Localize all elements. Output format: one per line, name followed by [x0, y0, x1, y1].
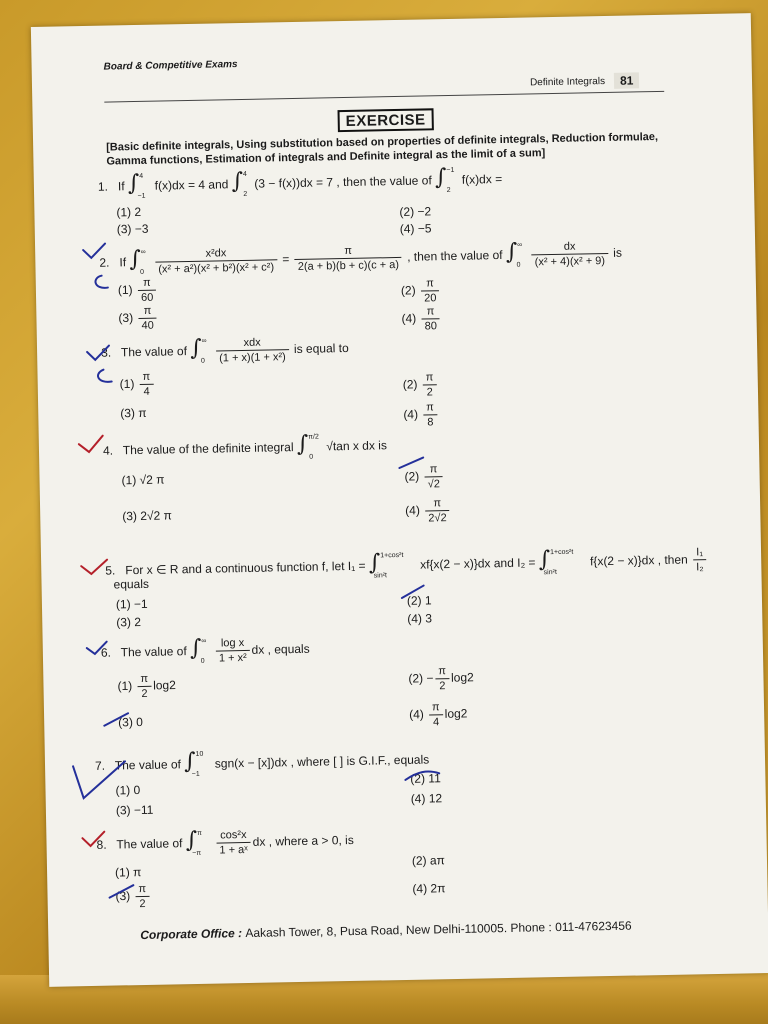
q6-tick-mark	[87, 642, 107, 654]
q8-option-3[interactable]: (3) $\frac{\pi}{2}$	[115, 883, 151, 911]
question-6: 6. The value of $\int^\infty_0$ $\frac{\text{log x}}{\text{1 + x²}}$ dx , equals	[100, 635, 310, 665]
question-2: 2. If $\int^\infty_0$ $\frac{\text{x²dx}}{\text{(x² + a²)(x² + b²)(x² + c²)}}$ = $\frac{\pi}{2(a + b)(b + c)(c + a)}$ , then the value of $\int^\infty_0$ $\frac{dx}{\text{(x² + 4)(x² + 9)}}$ is	[99, 239, 623, 276]
book-page	[31, 13, 768, 987]
q5-option-4[interactable]: (4) 3	[407, 611, 433, 626]
question-7: 7. The value of ∫$^{10}_{-1}$ sgn(x − [x])dx , where [ ] is G.I.F., equals	[94, 748, 430, 779]
q2-tick-mark	[83, 244, 105, 258]
page-number: 81	[614, 72, 640, 88]
q2-option-2[interactable]: (2) $\frac{\pi}{20}$	[401, 277, 442, 305]
q1-option-4[interactable]: (4) −5	[399, 221, 432, 236]
q5-option-2[interactable]: (2) 1	[406, 593, 432, 608]
q3-option-3[interactable]: (3) π	[120, 405, 147, 421]
question-3: 3. The value of $\int^\infty_0$ $\frac{\text{xdx}}{\text{(1 + x)(1 + x²)}}$ is equal to	[100, 335, 349, 365]
question-number: 4.	[102, 443, 114, 458]
header-book-title: Board & Competitive Exams	[103, 59, 238, 73]
q5-tick-mark	[81, 560, 107, 574]
question-1: 1. If ∫$^4_{-1}$ f(x)dx = 4 and ∫$^4_2$ (3 − f(x))dx = 7 , then the value of ∫$^{-1}_2$ f(x)dx =	[97, 165, 503, 200]
q5-answer-mark	[402, 586, 424, 598]
question-5-continued: equals	[113, 576, 150, 592]
q4-option-2[interactable]: (2) $\frac{\pi}{√2}$	[404, 463, 445, 491]
question-number: 7.	[94, 758, 106, 773]
q7-option-2[interactable]: (2) 11	[410, 771, 441, 786]
q7-answer-mark	[405, 771, 439, 780]
q8-option-2[interactable]: (2) aπ	[411, 853, 446, 868]
q4-answer-mark	[399, 458, 423, 468]
q3-option-4[interactable]: (4) $\frac{\pi}{8}$	[403, 401, 439, 429]
integral-sign: ∫	[127, 170, 140, 197]
q6-option-1[interactable]: (1) $\frac{\pi}{2}$ log2	[117, 672, 176, 700]
q3-option-2[interactable]: (2) $\frac{\pi}{2}$	[403, 371, 439, 399]
question-number: 5.	[105, 563, 116, 578]
question-5: 5. For x ∈ R and a continuous function f, let I₁ = ∫$^{1+cos^2t}_{sin^2t}$ xf{x(2 − x)}dx and I₂ = ∫$^{1+cos^2t}_{sin^2t}$ f{x(2 − x)}dx , then $\frac{\text{I₁}}{\text{I₂}}$	[105, 546, 709, 585]
q3-answer-mark	[98, 370, 112, 383]
q1-option-2[interactable]: (2) −2	[399, 204, 432, 219]
q4-option-4[interactable]: (4) $\frac{\pi}{2√2}$	[405, 497, 452, 525]
q2-option-1[interactable]: (1) $\frac{\pi}{60}$	[118, 277, 159, 305]
q5-option-1[interactable]: (1) −1	[115, 596, 148, 612]
q4-option-3[interactable]: (3) 2√2 π	[122, 508, 172, 524]
footer-address: Corporate Office : Aakash Tower, 8, Pusa Road, New Delhi-110005. Phone : 011-47623456	[140, 918, 632, 943]
q1-option-1[interactable]: (1) 2	[116, 204, 142, 220]
q6-answer-mark	[104, 713, 128, 725]
q3-tick-mark	[87, 345, 112, 360]
q2-option-4[interactable]: (4) $\frac{\pi}{80}$	[401, 305, 442, 333]
question-8: 8. The value of ∫$^\pi_{-\pi}$ $\frac{\text{cos²x}}{\text{1 + aˣ}}$ dx , where a > 0, is	[96, 827, 354, 858]
pen-annotations	[31, 13, 768, 987]
q6-option-3[interactable]: (3) 0	[118, 714, 144, 730]
header-chapter-title: Definite Integrals	[529, 75, 606, 89]
q8-option-1[interactable]: (1) π	[114, 865, 142, 880]
question-number: 1.	[97, 179, 109, 194]
q7-tick-mark	[73, 758, 126, 798]
q6-option-4[interactable]: (4) $\frac{\pi}{4}$ log2	[408, 701, 468, 729]
q1-option-3[interactable]: (3) −3	[116, 221, 149, 237]
q3-option-1[interactable]: (1) $\frac{\pi}{4}$	[119, 371, 155, 399]
question-number: 3.	[100, 345, 112, 360]
q2-option-3[interactable]: (3) $\frac{\pi}{40}$	[118, 305, 159, 333]
q7-option-1[interactable]: (1) 0	[115, 783, 141, 798]
q7-option-4[interactable]: (4) 12	[410, 791, 443, 806]
question-number: 8.	[96, 837, 107, 852]
q7-option-3[interactable]: (3) −11	[115, 802, 154, 818]
q2-answer-mark	[95, 276, 107, 288]
q8-option-4[interactable]: (4) 2π	[412, 881, 446, 896]
q4-option-1[interactable]: (1) √2 π	[121, 472, 165, 488]
exercise-topics: [Basic definite integrals, Using substitution based on properties of definite integrals, Reduction formulae, Gamma functions, Estimation of integrals and Definite integral as the limit of a sum]	[106, 130, 659, 168]
q6-option-2[interactable]: (2) − $\frac{\pi}{2}$ log2	[408, 665, 474, 693]
question-number: 2.	[99, 255, 110, 270]
q8-answer-mark	[109, 885, 133, 897]
exercise-title: EXERCISE	[338, 108, 434, 132]
question-4: 4. The value of the definite integral ∫$^{\pi/2}_0$ √tan x dx is	[102, 431, 388, 461]
q4-tick-mark	[79, 436, 103, 452]
q5-option-3[interactable]: (3) 2	[116, 614, 142, 630]
q8-tick-mark	[82, 832, 104, 846]
question-number: 6.	[100, 645, 112, 660]
